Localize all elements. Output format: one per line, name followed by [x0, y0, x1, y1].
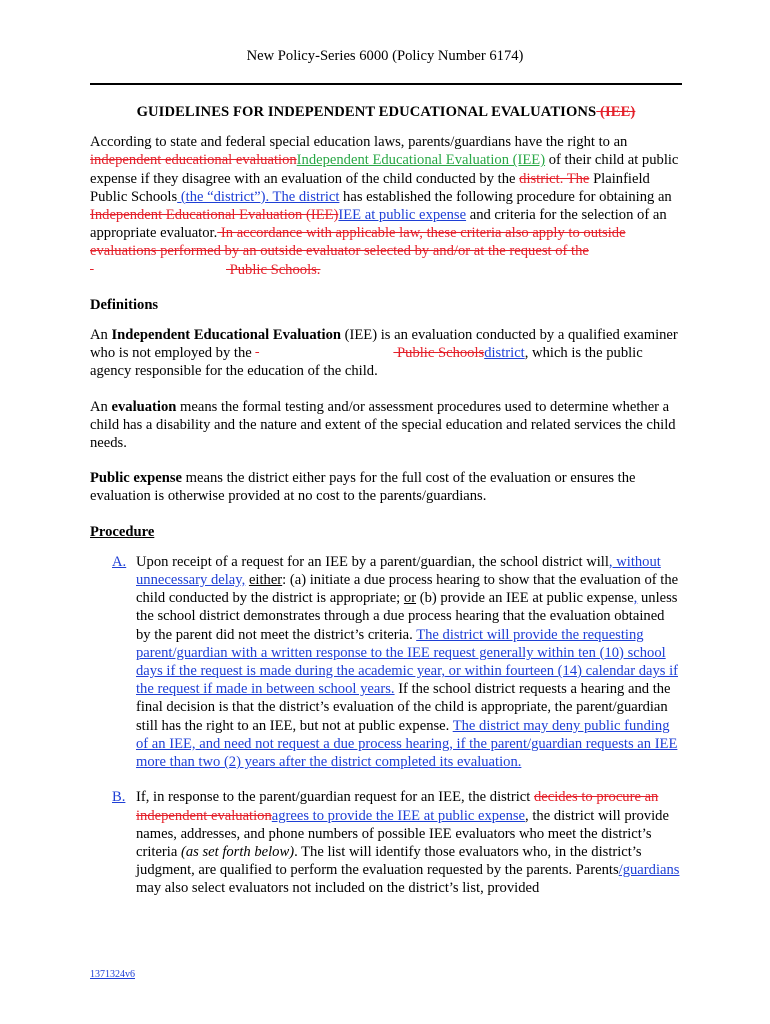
intro-deleted-5: Public Schools. [226, 261, 321, 278]
a-text-3: : (a) initiate a due process hearing to show that the evaluation of the child conducted by the district is appropriate; [136, 572, 679, 607]
b-inserted-1: agrees to provide the IEE at public expense [271, 807, 526, 824]
item-a-marker: A. [112, 553, 127, 570]
procedure-item-a [90, 553, 682, 771]
definition-iee [90, 326, 682, 381]
def3-text-2: means the district either pays for the full cost of the evaluation or ensures the evaluation is otherwise provided at no cost to the parents/guardians. [90, 470, 636, 505]
intro-deleted-2: district. The [519, 170, 590, 187]
a-or: or [403, 590, 417, 607]
a-text-5: unless the school district demonstrates through a due process hearing that the evaluation obtained by the parent did not meet the district’s criteria. [136, 590, 678, 643]
def2-term: evaluation [111, 398, 177, 415]
b-inserted-2: /guardians [618, 862, 680, 879]
a-inserted-2: , [633, 590, 638, 607]
intro-deleted-3: Independent Educational Evaluation (IEE) [90, 207, 339, 224]
document-title [90, 103, 682, 121]
intro-deleted-1: independent educational evaluation [90, 152, 297, 169]
procedure-heading: Procedure [90, 523, 155, 540]
a-inserted-3: The district will provide the requesting parent/guardian with a written response to the IEE request generally within ten (10) school days if the request is made during the academic year, or within fourteen (14) calendar days if the request if made in between school years. [136, 626, 679, 698]
def1-term: Independent Educational Evaluation [111, 327, 342, 344]
title-text: GUIDELINES FOR INDEPENDENT EDUCATIONAL EVALUATIONS [136, 104, 597, 120]
def1-deleted: Public Schools [393, 345, 485, 362]
intro-text-2: of their child at public expense if they disagree with an evaluation of the child conducted by the [90, 152, 679, 187]
def2-text-1: An [90, 398, 112, 415]
intro-text-3: Plainfield Public Schools [90, 170, 650, 205]
b-text-1: If, in response to the parent/guardian request for an IEE, the district [136, 789, 534, 806]
def2-text-2: means the formal testing and/or assessment procedures used to determine whether a child has a disability and the nature and extent of the special education and related services the child needs. [90, 398, 676, 452]
intro-text-4: has established the following procedure for obtaining an [339, 188, 672, 205]
document-id: 1371324v6 [90, 969, 135, 980]
b-text-4: may also select evaluators not included on the district’s list, provided [136, 880, 540, 897]
b-text-2: , the district will provide names, addresses, and phone numbers of possible IEE evaluators who meet the district’s criteria [136, 807, 669, 860]
document-body [90, 103, 682, 915]
title-deleted-text: (IEE) [596, 104, 636, 120]
definitions-heading: Definitions [90, 296, 159, 313]
item-b-marker: B. [112, 789, 126, 806]
intro-inserted-3: IEE at public expense [338, 207, 467, 224]
b-italic: (as set forth below) [180, 843, 295, 860]
intro-deleted-4: In accordance with applicable law, these criteria also apply to outside evaluations performed by an outside evaluator selected by and/or at the request of the [90, 225, 626, 260]
definition-public-expense [90, 469, 682, 505]
intro-paragraph [90, 133, 682, 279]
procedure-item-b [90, 788, 682, 897]
intro-text-5: and criteria for the selection of an appropriate evaluator. [90, 207, 667, 242]
def1-blank-line [255, 344, 393, 362]
b-text-3: . The list will identify those evaluators who, in the district’s judgment, are qualified to perform the evaluation requested by the parents. Parents [136, 843, 642, 879]
a-text-4: (b) provide an IEE at public expense [416, 590, 634, 607]
intro-text-1: According to state and federal special education laws, parents/guardians have the right to an [90, 134, 628, 151]
def1-text-2: (IEE) is an evaluation conducted by a qualified examiner who is not employed by the [90, 327, 678, 362]
a-inserted-1: , without unnecessary delay, [136, 553, 661, 589]
intro-inserted-1: Independent Educational Evaluation (IEE) [296, 152, 546, 169]
def1-text-1: An [90, 327, 112, 344]
header-rule [90, 83, 682, 85]
def1-inserted: district [484, 345, 525, 362]
intro-blank-line [90, 261, 226, 279]
definition-evaluation [90, 398, 682, 453]
def3-term: Public expense [90, 470, 183, 487]
a-text-6: If the school district requests a hearing and the final decision is that the district’s evaluation of the child is appropriate, the parent/guardian still has the right to an IEE, but not at public expense. [136, 681, 671, 734]
policy-header: New Policy-Series 6000 (Policy Number 6174) [246, 48, 524, 64]
a-inserted-4: The district may deny public funding of an IEE, and need not request a due process hearing, if the parent/guardian requests an IEE more than two (2) years after the district completed its evaluation. [136, 717, 678, 771]
a-text-1: Upon receipt of a request for an IEE by a parent/guardian, the school district will [136, 553, 609, 570]
b-deleted-1: decides to procure an independent evaluation [136, 789, 659, 824]
intro-inserted-2: (the “district”). The district [177, 188, 340, 205]
a-either: either [248, 572, 283, 589]
def1-text-3: , which is the public agency responsible for the education of the child. [90, 345, 643, 380]
